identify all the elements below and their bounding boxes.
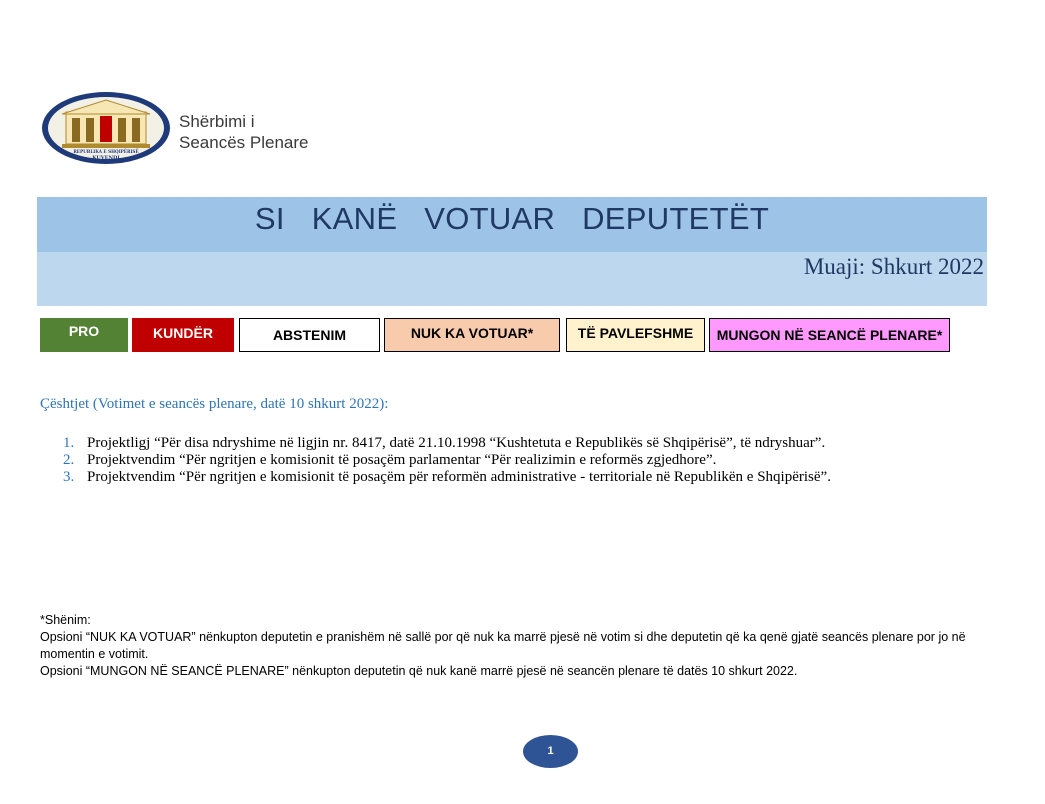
legend-abstenim: ABSTENIM <box>239 318 380 352</box>
list-item-text: Projektvendim “Për ngritjen e komisionit të posaçëm për reformën administrative - territoriale në Republikën e Shqipërisë”. <box>87 469 831 485</box>
issues-heading: Çështjet (Votimet e seancës plenare, datë 10 shkurt 2022): <box>40 396 389 412</box>
title-banner <box>37 197 987 252</box>
month-label: Muaji: Shkurt 2022 <box>803 254 984 279</box>
month-banner <box>37 252 987 306</box>
list-item <box>63 435 831 452</box>
list-item-number: 3. <box>63 469 75 485</box>
legend-mungon: MUNGON NË SEANCË PLENARE* <box>709 318 950 352</box>
issues-list <box>63 435 831 486</box>
org-name <box>179 111 308 153</box>
legend-kunder: KUNDËR <box>132 318 234 352</box>
footnote <box>40 612 1010 680</box>
page-title: SI KANË VOTUAR DEPUTETËT <box>254 201 770 236</box>
footnote-line2: Opsioni “MUNGON NË SEANCË PLENARE” nënkupton deputetin që nuk kanë marrë pjesë në seancën plenare të datës 10 shkurt 2022. <box>40 664 798 678</box>
list-item-number: 1. <box>63 435 75 451</box>
logo-seal-text: REPUBLIKA E SHQIPËRISË <box>73 149 139 154</box>
list-item <box>63 469 831 486</box>
list-item-number: 2. <box>63 452 75 468</box>
list-item <box>63 452 831 469</box>
legend-pro: PRO <box>40 318 128 352</box>
legend-te-pavlefshme: TË PAVLEFSHME <box>566 318 705 352</box>
org-line1: Shërbimi i <box>179 112 255 131</box>
logo-seal-text-kuvendi: KUVENDI <box>92 155 120 161</box>
footnote-heading: *Shënim: <box>40 613 91 627</box>
parliament-building-icon <box>40 90 172 166</box>
footnote-line1: Opsioni “NUK KA VOTUAR” nënkupton deputetin e pranishëm në sallë por që nuk ka marrë pjesë në votim si dhe deputetin që ka qenë gjatë seancës plenare por jo në momentin e votimit. <box>40 630 966 661</box>
page-number: 1 <box>523 735 578 768</box>
legend-nuk-ka-votuar: NUK KA VOTUAR* <box>384 318 560 352</box>
kuvendi-logo <box>40 90 172 166</box>
org-line2: Seancës Plenare <box>179 133 309 152</box>
list-item-text: Projektligj “Për disa ndryshime në ligjin nr. 8417, datë 21.10.1998 “Kushtetuta e Republikës së Shqipërisë”, të ndryshuar”. <box>87 435 826 451</box>
list-item-text: Projektvendim “Për ngritjen e komisionit të posaçëm parlamentar “Për realizimin e reformës zgjedhore”. <box>87 452 717 468</box>
